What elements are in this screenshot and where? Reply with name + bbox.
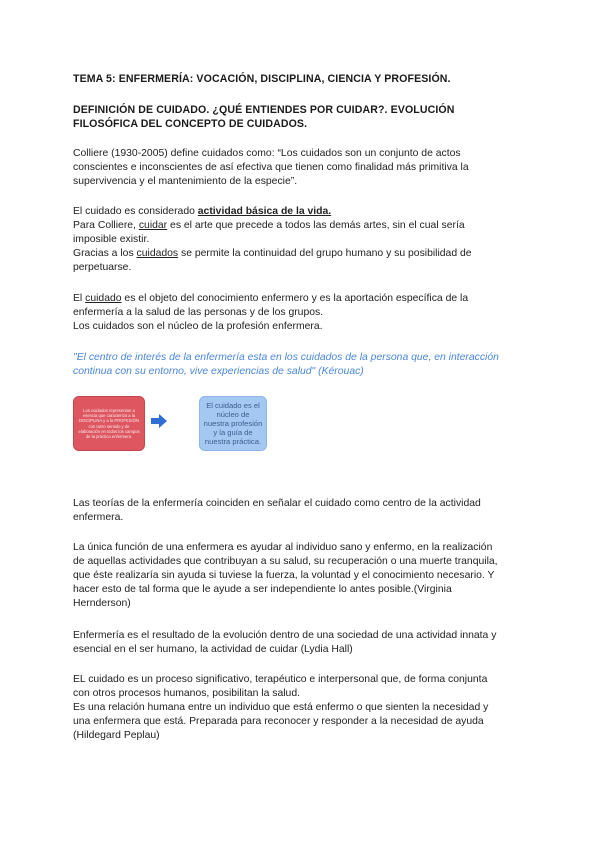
underlined-term: cuidado — [85, 293, 122, 304]
kerouac-quote — [73, 351, 499, 379]
arrow-right-icon — [151, 414, 167, 428]
text-line: de aquellas actividades que contribuyan a su salud, su recuperación o una muerte tranquila, — [73, 556, 498, 567]
text-line: Hernderson) — [73, 598, 131, 609]
text-run: es el arte que precede a todos las demás artes, sin el cual sería — [167, 220, 465, 231]
text-line — [73, 247, 533, 261]
diagram-left-box — [73, 396, 145, 451]
text-line: Los cuidados son el núcleo de la profesión enfermera. — [73, 321, 323, 332]
underlined-term: cuidados — [136, 248, 179, 259]
text-line: esencial en el ser humano, la actividad de cuidar (Lydia Hall) — [73, 644, 353, 655]
text-line: supervivencia y el mantenimiento de la especie”. — [73, 176, 298, 187]
text-run: se permite la continuidad del grupo humano y su posibilidad de — [178, 248, 472, 259]
text-line: una enfermera que está. Preparada para reconocer y responder a la necesidad de ayuda — [73, 716, 484, 727]
text-line: enfermería a la salud de las personas y de los grupos. — [73, 307, 324, 318]
text-run: El cuidado es considerado — [73, 206, 198, 217]
text-line — [73, 219, 533, 233]
text-line: (Hildegard Peplau) — [73, 730, 160, 741]
paragraph-henderson — [73, 541, 533, 611]
text-run: El — [73, 293, 86, 304]
text-run: Gracias a los — [73, 248, 137, 259]
paragraph-basic-activity — [73, 205, 533, 275]
paragraph-colliere-definition — [73, 147, 533, 189]
text-run: Para Colliere, — [73, 220, 139, 231]
diagram-left-text: Los cuidados representan a esencia que caracteriza a la DISCIPLINA y a la PROFESIÓN con tanto sentido y de elaboración en todos los campos de la práctica enfermera. — [78, 407, 140, 439]
text-line: Es una relación humana entre un individuo que está enfermo o que sienten la necesidad y — [73, 702, 489, 713]
underlined-term: cuidar — [138, 220, 168, 231]
text-line: Las teorías de la enfermería coinciden en señalar el cuidado como centro de la actividad — [73, 498, 481, 509]
section-heading-line: FILOSÓFICA DEL CONCEPTO DE CUIDADOS. — [73, 118, 308, 130]
text-run: es el objeto del conocimiento enfermero y es la aportación específica de la — [121, 293, 469, 304]
text-line: con otros procesos humanos, posibilitan la salud. — [73, 688, 300, 699]
text-line: Enfermería es el resultado de la evolución dentro de una sociedad de una actividad innata y — [73, 630, 497, 641]
diagram-right-box — [199, 396, 267, 451]
text-line — [73, 292, 533, 306]
text-line — [73, 205, 533, 219]
text-line: La única función de una enfermera es ayudar al individuo sano y enfermo, en la realización — [73, 542, 493, 553]
text-line: enfermera. — [73, 512, 124, 523]
text-line: perpetuarse. — [73, 262, 132, 273]
section-heading — [73, 103, 455, 131]
quote-line: "El centro de interés de la enfermería esta en los cuidados de la persona que, en interacción — [73, 352, 499, 363]
text-line: conscientes e inconscientes de así efectiva que tienen como finalidad más primitiva la — [73, 162, 469, 173]
paragraph-theories — [73, 497, 533, 525]
paragraph-object-of-knowledge — [73, 292, 533, 334]
section-heading-line: DEFINICIÓN DE CUIDADO. ¿QUÉ ENTIENDES POR CUIDAR?. EVOLUCIÓN — [73, 104, 455, 116]
text-line: que éste realizaría sin ayuda si tuviese la fuerza, la voluntad y el conocimiento necesario. Y — [73, 570, 495, 581]
quote-line: continua con su entorno, vive experiencias de salud" (Kérouac) — [73, 366, 364, 377]
text-line: EL cuidado es un proceso significativo, terapéutico e interpersonal que, de forma conjunta — [73, 674, 488, 685]
text-line: hacer esto de tal forma que le ayude a ser independiente lo antes posible.(Virginia — [73, 584, 452, 595]
diagram-right-text: El cuidado es el núcleo de nuestra profesión y la guía de nuestra práctica. — [203, 401, 263, 446]
page-title: TEMA 5: ENFERMERÍA: VOCACIÓN, DISCIPLINA, CIENCIA Y PROFESIÓN. — [73, 73, 451, 85]
emphasis-text: actividad básica de la vida. — [197, 206, 332, 217]
paragraph-lydia-hall — [73, 629, 533, 657]
text-line: imposible existir. — [73, 234, 150, 245]
paragraph-peplau — [73, 673, 533, 743]
text-line: Colliere (1930-2005) define cuidados como: “Los cuidados son un conjunto de actos — [73, 148, 461, 159]
